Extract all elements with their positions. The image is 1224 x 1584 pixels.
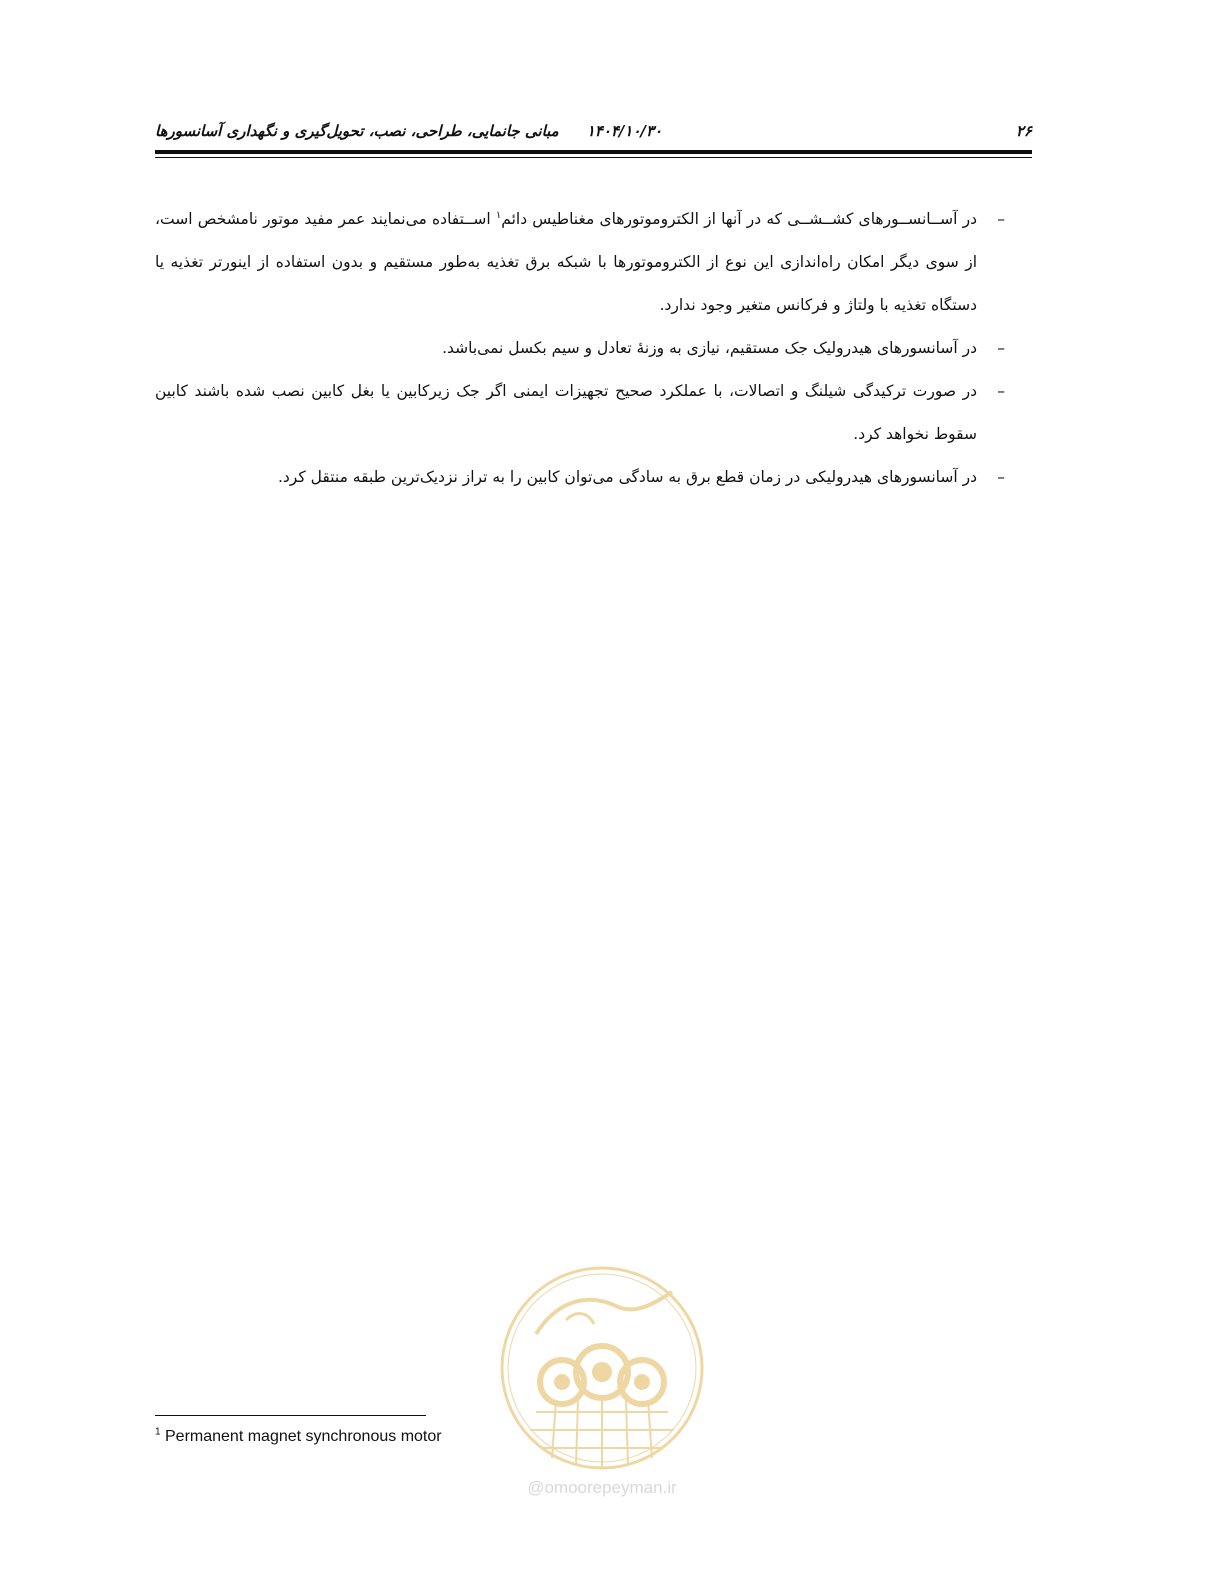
footnote <box>155 1428 442 1446</box>
body-content <box>155 198 1007 499</box>
footnote-ref[interactable]: ۱ <box>495 209 502 221</box>
bullet-dash: – <box>997 382 1005 400</box>
bullet-item <box>155 327 1007 370</box>
running-header <box>155 118 1032 146</box>
watermark <box>496 1262 708 1502</box>
bullet-dash: – <box>997 468 1005 486</box>
bullet-item <box>155 370 1007 456</box>
header-book-title: مبانی جانمایی، طراحی، نصب، تحویل‌گیری و نگهداری آسانسورها <box>155 122 559 140</box>
bullet-item <box>155 198 1007 327</box>
bullet-text: در صورت ترکیدگی شیلنگ و اتصالات، با عملکرد صحیح تجهیزات ایمنی اگر جک زیرکابین یا بغل کابین نصب شده باشند کابین سقوط نخواهد کرد. <box>155 382 977 443</box>
header-rule-thin <box>155 157 1032 158</box>
bullet-text: در آسانسورهای هیدرولیکی در زمان قطع برق به سادگی می‌توان کابین را به تراز نزدیک‌ترین طبقه منتقل کرد. <box>277 468 977 486</box>
bullet-item <box>155 456 1007 499</box>
page-number: ۲۶ <box>1015 122 1032 140</box>
header-date: ۱۴۰۴/۱۰/۳۰ <box>586 122 663 140</box>
bullet-dash: – <box>997 339 1005 357</box>
footnote-text: Permanent magnet synchronous motor <box>160 1428 442 1445</box>
footnote-separator <box>155 1415 426 1416</box>
bullet-text-continued: اســتفاده می‌نمایند عمر مفید موتور نامشخص است، از سوی دیگر امکان راه‌اندازی این نوع از الکتروموتورها با شبکه برق تغذیه به‌طور مستقیم و بدون استفاده از اینورتر تغذیه یا دستگاه تغذیه با ولتاژ و فرکانس متغیر وجود ندارد. <box>155 210 977 314</box>
header-rule-thick <box>155 150 1032 154</box>
header-title-line <box>155 122 662 140</box>
bullet-text: در آسانسورهای هیدرولیک جک مستقیم، نیازی به وزنۀ تعادل و سیم بکسل نمی‌باشد. <box>442 339 977 357</box>
watermark-logo-icon <box>496 1262 708 1474</box>
footnote-number: 1 <box>155 1426 161 1438</box>
watermark-site: @omoorepeyman.ir <box>527 1478 677 1497</box>
bullet-dash: – <box>997 210 1005 228</box>
bullet-text: در آســانســورهای کشــشــی که در آنها از الکتروموتورهای مغناطیس دائم <box>501 210 977 228</box>
